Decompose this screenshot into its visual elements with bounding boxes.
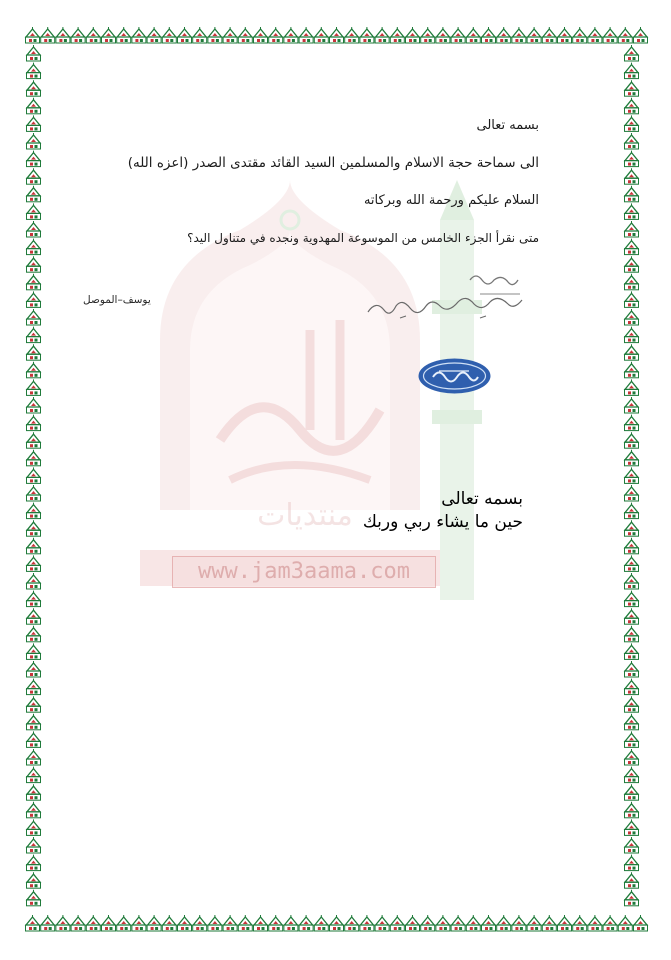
border-motif-icon: [27, 151, 41, 167]
border-motif-icon: [27, 291, 41, 307]
border-motif-icon: [27, 555, 41, 571]
border-motif-icon: [625, 151, 639, 167]
border-motif-icon: [588, 915, 602, 931]
border-motif-icon: [193, 27, 207, 43]
border-motif-icon: [558, 915, 572, 931]
border-motif-icon: [117, 27, 131, 43]
border-motif-icon: [208, 915, 222, 931]
border-motif-icon: [27, 643, 41, 659]
border-motif-icon: [497, 27, 511, 43]
letter-sender: يوسف–الموصل: [83, 294, 151, 306]
border-motif-icon: [625, 731, 639, 747]
border-motif-icon: [27, 890, 41, 906]
border-motif-icon: [56, 27, 70, 43]
border-motif-icon: [27, 115, 41, 131]
border-motif-icon: [625, 696, 639, 712]
border-motif-icon: [27, 714, 41, 730]
border-motif-icon: [527, 915, 541, 931]
reply-answer: حين ما يشاء ربي وربك: [362, 512, 523, 532]
border-motif-icon: [634, 27, 648, 43]
border-motif-icon: [314, 27, 328, 43]
border-motif-icon: [162, 27, 176, 43]
border-motif-icon: [625, 608, 639, 624]
border-motif-icon: [56, 915, 70, 931]
border-motif-icon: [625, 239, 639, 255]
handwritten-reply: [360, 262, 540, 322]
border-motif-icon: [26, 27, 40, 43]
border-motif-icon: [466, 915, 480, 931]
border-motif-icon: [625, 802, 639, 818]
border-motif-icon: [625, 890, 639, 906]
border-motif-icon: [625, 168, 639, 184]
border-motif-icon: [625, 63, 639, 79]
border-motif-icon: [451, 915, 465, 931]
border-motif-icon: [27, 485, 41, 501]
border-motif-icon: [27, 362, 41, 378]
border-motif-icon: [26, 915, 40, 931]
border-motif-icon: [27, 239, 41, 255]
border-motif-icon: [27, 467, 41, 483]
border-motif-icon: [421, 915, 435, 931]
border-motif-icon: [625, 256, 639, 272]
border-motif-icon: [625, 186, 639, 202]
border-motif-icon: [284, 915, 298, 931]
border-motif-icon: [625, 98, 639, 114]
border-motif-icon: [27, 573, 41, 589]
border-motif-icon: [436, 27, 450, 43]
border-motif-icon: [223, 27, 237, 43]
border-motif-icon: [421, 27, 435, 43]
border-motif-icon: [27, 626, 41, 642]
border-motif-icon: [542, 915, 556, 931]
border-motif-icon: [27, 784, 41, 800]
border-motif-icon: [27, 819, 41, 835]
border-motif-icon: [208, 27, 222, 43]
border-motif-icon: [27, 837, 41, 853]
border-motif-icon: [618, 915, 632, 931]
border-motif-icon: [625, 45, 639, 61]
border-motif-icon: [634, 915, 648, 931]
border-motif-icon: [27, 186, 41, 202]
border-motif-icon: [406, 27, 420, 43]
letter-addressee: الى سماحة حجة الاسلام والمسلمين السيد القائد مقتدى الصدر (اعزه الله): [127, 155, 539, 171]
border-motif-icon: [542, 27, 556, 43]
border-motif-icon: [27, 168, 41, 184]
border-motif-icon: [482, 27, 496, 43]
border-motif-icon: [573, 915, 587, 931]
border-motif-icon: [102, 915, 116, 931]
border-motif-icon: [466, 27, 480, 43]
border-motif-icon: [238, 915, 252, 931]
border-motif-icon: [27, 520, 41, 536]
border-motif-icon: [178, 915, 192, 931]
border-motif-icon: [625, 115, 639, 131]
border-motif-icon: [27, 591, 41, 607]
border-motif-icon: [86, 27, 100, 43]
border-motif-icon: [299, 27, 313, 43]
border-motif-icon: [238, 27, 252, 43]
border-motif-icon: [625, 274, 639, 290]
border-motif-icon: [27, 608, 41, 624]
border-motif-icon: [27, 274, 41, 290]
border-motif-icon: [625, 203, 639, 219]
border-motif-icon: [406, 915, 420, 931]
border-motif-icon: [625, 327, 639, 343]
border-motif-icon: [330, 915, 344, 931]
border-motif-icon: [625, 767, 639, 783]
border-motif-icon: [27, 872, 41, 888]
letter-opening: بسمه تعالى: [476, 118, 539, 133]
border-motif-icon: [27, 221, 41, 237]
border-motif-icon: [588, 27, 602, 43]
border-motif-icon: [132, 915, 146, 931]
border-motif-icon: [436, 915, 450, 931]
border-motif-icon: [625, 133, 639, 149]
border-motif-icon: [527, 27, 541, 43]
border-motif-icon: [558, 27, 572, 43]
border-motif-icon: [625, 591, 639, 607]
border-motif-icon: [27, 203, 41, 219]
border-motif-icon: [86, 915, 100, 931]
border-motif-icon: [451, 27, 465, 43]
border-motif-icon: [625, 679, 639, 695]
border-motif-icon: [27, 767, 41, 783]
border-motif-icon: [625, 344, 639, 360]
border-motif-icon: [625, 362, 639, 378]
border-motif-icon: [345, 915, 359, 931]
border-motif-icon: [360, 915, 374, 931]
border-motif-icon: [625, 749, 639, 765]
border-motif-icon: [625, 397, 639, 413]
border-motif-icon: [625, 872, 639, 888]
border-motif-icon: [360, 27, 374, 43]
border-motif-icon: [625, 291, 639, 307]
border-motif-icon: [625, 855, 639, 871]
border-motif-icon: [132, 27, 146, 43]
border-motif-icon: [482, 915, 496, 931]
border-motif-icon: [27, 344, 41, 360]
border-motif-icon: [41, 27, 55, 43]
border-motif-icon: [71, 27, 85, 43]
border-motif-icon: [512, 27, 526, 43]
border-motif-icon: [27, 309, 41, 325]
border-motif-icon: [625, 555, 639, 571]
border-motif-icon: [162, 915, 176, 931]
border-motif-icon: [254, 27, 268, 43]
watermark-url: www.jam3aama.com: [172, 556, 436, 588]
border-motif-icon: [625, 520, 639, 536]
border-motif-icon: [193, 915, 207, 931]
border-motif-icon: [284, 27, 298, 43]
border-motif-icon: [27, 379, 41, 395]
border-motif-icon: [178, 27, 192, 43]
border-motif-icon: [27, 802, 41, 818]
border-motif-icon: [27, 855, 41, 871]
border-motif-icon: [299, 915, 313, 931]
border-motif-icon: [27, 415, 41, 431]
border-motif-icon: [27, 80, 41, 96]
border-motif-icon: [625, 714, 639, 730]
border-motif-icon: [625, 485, 639, 501]
letter-greeting: السلام عليكم ورحمة الله وبركاته: [363, 193, 539, 208]
border-motif-icon: [603, 915, 617, 931]
border-motif-icon: [27, 538, 41, 554]
border-motif-icon: [27, 450, 41, 466]
border-motif-icon: [625, 837, 639, 853]
border-motif-icon: [390, 915, 404, 931]
watermark-subtitle: منتديات: [257, 498, 353, 533]
border-motif-icon: [345, 27, 359, 43]
border-motif-icon: [27, 679, 41, 695]
border-motif-icon: [41, 915, 55, 931]
border-motif-icon: [625, 643, 639, 659]
border-motif-icon: [625, 432, 639, 448]
border-motif-icon: [269, 27, 283, 43]
border-motif-icon: [375, 915, 389, 931]
border-motif-icon: [27, 133, 41, 149]
border-motif-icon: [27, 731, 41, 747]
border-motif-icon: [27, 98, 41, 114]
border-motif-icon: [625, 626, 639, 642]
official-stamp-icon: [417, 357, 492, 395]
border-motif-icon: [27, 503, 41, 519]
border-motif-icon: [102, 27, 116, 43]
border-motif-icon: [625, 379, 639, 395]
border-motif-icon: [27, 397, 41, 413]
border-motif-icon: [27, 45, 41, 61]
border-motif-icon: [330, 27, 344, 43]
border-motif-icon: [27, 696, 41, 712]
border-motif-icon: [512, 915, 526, 931]
border-motif-icon: [625, 538, 639, 554]
border-motif-icon: [603, 27, 617, 43]
border-motif-icon: [625, 784, 639, 800]
border-motif-icon: [625, 661, 639, 677]
reply-opening: بسمه تعالى: [441, 489, 523, 509]
border-motif-icon: [625, 573, 639, 589]
border-motif-icon: [375, 27, 389, 43]
border-motif-icon: [254, 915, 268, 931]
border-motif-icon: [27, 749, 41, 765]
border-motif-icon: [27, 432, 41, 448]
border-motif-icon: [625, 819, 639, 835]
border-motif-icon: [618, 27, 632, 43]
border-motif-icon: [573, 27, 587, 43]
border-motif-icon: [71, 915, 85, 931]
border-motif-icon: [625, 221, 639, 237]
border-motif-icon: [390, 27, 404, 43]
border-motif-icon: [147, 915, 161, 931]
border-motif-icon: [147, 27, 161, 43]
border-motif-icon: [497, 915, 511, 931]
border-motif-icon: [27, 256, 41, 272]
border-motif-icon: [625, 450, 639, 466]
letter-question: متى نقرأ الجزء الخامس من الموسوعة المهدوية ونجده في متناول اليد؟: [187, 231, 539, 245]
border-motif-icon: [27, 327, 41, 343]
border-motif-icon: [117, 915, 131, 931]
border-motif-icon: [269, 915, 283, 931]
border-motif-icon: [625, 467, 639, 483]
border-motif-icon: [625, 80, 639, 96]
border-motif-icon: [223, 915, 237, 931]
border-motif-icon: [27, 63, 41, 79]
border-motif-icon: [314, 915, 328, 931]
border-motif-icon: [625, 309, 639, 325]
border-motif-icon: [27, 661, 41, 677]
border-motif-icon: [625, 415, 639, 431]
border-motif-icon: [625, 503, 639, 519]
